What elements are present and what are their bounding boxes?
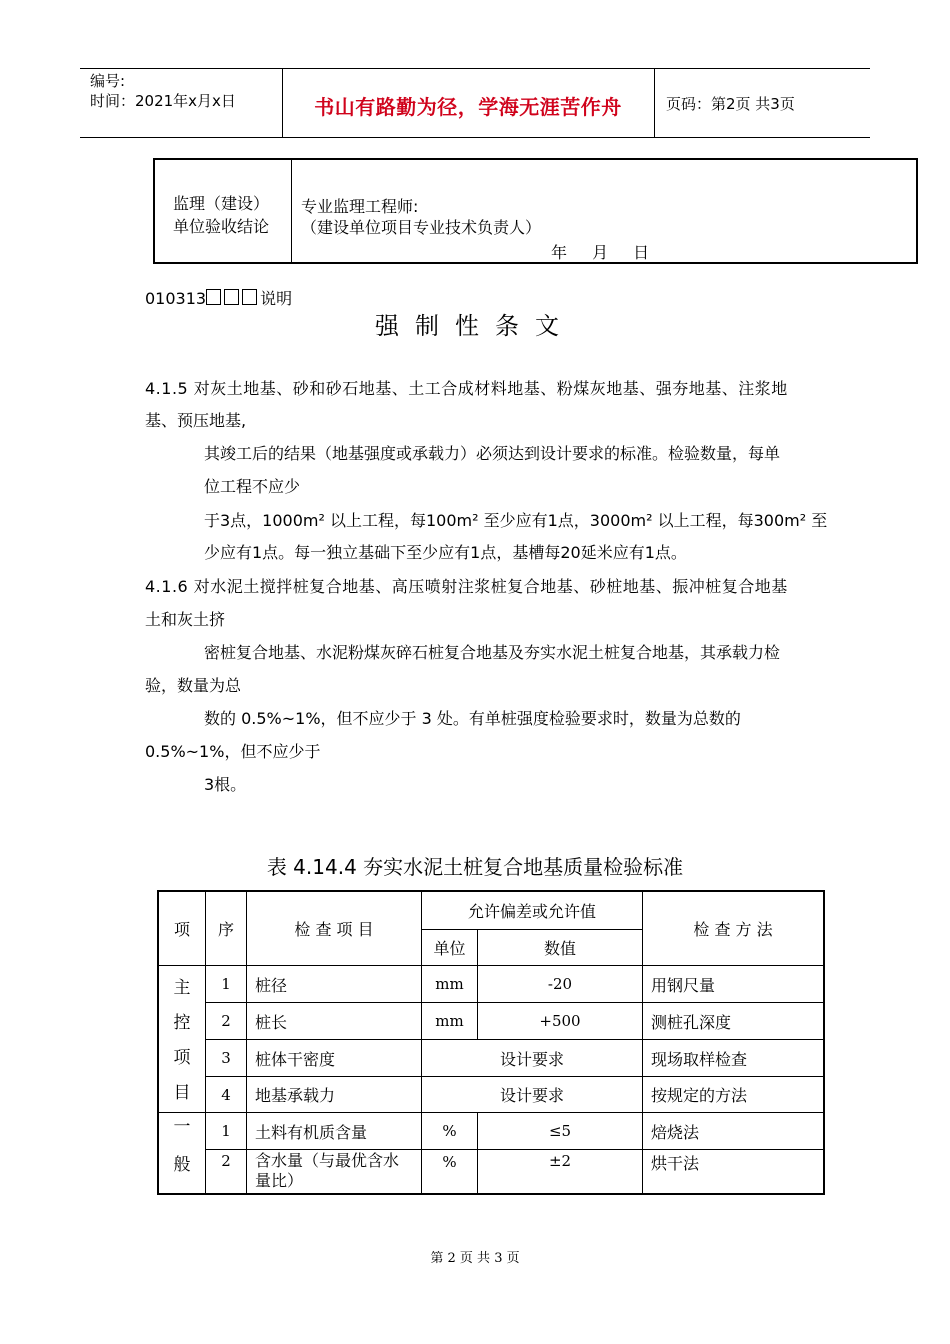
row-method: 按规定的方法 xyxy=(651,1086,748,1105)
header-motto: 书山有路勤为径，学海无涯苦作舟 xyxy=(314,95,622,119)
group-char: 控 xyxy=(173,1013,191,1033)
responsible-label: （建设单位项目专业技术负责人） xyxy=(301,218,542,237)
row-item: 桩长 xyxy=(255,1012,288,1032)
row-method: 用钢尺量 xyxy=(651,975,716,995)
row-unit: % xyxy=(442,1122,457,1140)
clause-4-1-5-line: 少应有1点。每一独立基础下至少应有1点，基槽每20延米应有1点。 xyxy=(204,543,687,562)
header-allowance: 允许偏差或允许值 xyxy=(467,902,596,921)
clause-4-1-5-line: 其竣工后的结果（地基强度或承载力）必须达到设计要求的标准。检验数量，每单 xyxy=(204,444,781,463)
clause-4-1-5-line: 位工程不应少 xyxy=(204,477,301,496)
header-divider xyxy=(654,69,655,137)
row-seq: 1 xyxy=(221,975,231,993)
header-seq: 序 xyxy=(217,920,234,939)
supervision-acceptance-box xyxy=(153,158,918,264)
clause-4-1-5-line: 4.1.5 对灰土地基、砂和砂石地基、土工合成材料地基、粉煤灰地基、强夯地基、注浆地 xyxy=(145,379,788,398)
supervision-label-line: 单位验收结论 xyxy=(173,217,270,236)
clause-4-1-5-line: 基、预压地基, xyxy=(145,411,247,430)
row-item-line: 含水量（与最优含水 xyxy=(255,1151,400,1170)
clause-4-1-6-line: 0.5%~1%，但不应少于 xyxy=(145,742,321,761)
group-char: 一 xyxy=(173,1117,191,1137)
checkbox-placeholder xyxy=(242,289,257,305)
group-char: 般 xyxy=(173,1155,191,1175)
row-value: ≤5 xyxy=(548,1122,572,1140)
row-merged-value: 设计要求 xyxy=(499,1086,564,1105)
row-method: 现场取样检查 xyxy=(651,1049,748,1069)
group-char: 项 xyxy=(173,1048,191,1068)
row-item: 桩径 xyxy=(255,975,288,995)
clause-4-1-6-line: 验，数量为总 xyxy=(145,676,242,695)
checkbox-placeholder xyxy=(224,289,239,305)
row-seq: 1 xyxy=(221,1122,231,1140)
table-caption: 表 4.14.4 夯实水泥土桩复合地基质量检验标准 xyxy=(266,855,684,879)
row-seq: 4 xyxy=(221,1085,231,1104)
row-unit: mm xyxy=(435,975,464,993)
header-method: 检 查 方 法 xyxy=(693,920,773,939)
supervision-label-line: 监理（建设） xyxy=(173,194,270,213)
group-main-control xyxy=(162,973,202,1113)
row-seq: 2 xyxy=(221,1152,231,1170)
row-value: -20 xyxy=(547,975,573,993)
header-unit: 单位 xyxy=(433,939,466,958)
group-char: 目 xyxy=(173,1083,191,1103)
clause-4-1-6-line: 4.1.6 对水泥土搅拌桩复合地基、高压喷射注浆桩复合地基、砂桩地基、振冲桩复合地基 xyxy=(145,577,788,596)
checkbox-placeholder xyxy=(206,289,221,305)
doc-code-suffix: 说明 xyxy=(260,289,293,308)
row-unit: % xyxy=(442,1153,457,1171)
page-title: 强制性条文 xyxy=(375,312,575,340)
clause-4-1-6-line: 3根。 xyxy=(204,775,247,794)
doc-time-label: 时间：2021年x月x日 xyxy=(90,92,236,110)
clause-4-1-6-line: 土和灰土挤 xyxy=(145,610,226,629)
row-value: ±2 xyxy=(548,1152,572,1170)
group-char: 主 xyxy=(173,978,191,998)
clause-4-1-5-line: 于3点，1000m² 以上工程，每100m² 至少应有1点，3000m² 以上工程，每300m² 至 xyxy=(204,511,828,530)
row-unit: mm xyxy=(435,1012,464,1030)
row-seq: 2 xyxy=(221,1012,231,1030)
header-meta xyxy=(90,71,236,111)
row-item-line: 量比） xyxy=(255,1171,304,1190)
doc-code: 010313 xyxy=(145,289,207,308)
group-general xyxy=(162,1112,202,1185)
engineer-label: 专业监理工程师: xyxy=(301,197,419,216)
clause-4-1-6-line: 数的 0.5%~1%，但不应少于 3 处。有单桩强度检验要求时，数量为总数的 xyxy=(204,709,741,728)
page-footer: 第 2 页 共 3 页 xyxy=(430,1251,520,1266)
row-item: 地基承载力 xyxy=(255,1086,336,1105)
header-check-item: 检 查 项 目 xyxy=(294,920,374,939)
header-value: 数值 xyxy=(543,939,576,958)
row-item xyxy=(255,1151,425,1191)
date-label: 年 月 日 xyxy=(551,243,660,262)
supervision-label xyxy=(173,192,269,238)
header-page-info: 页码：第2页 共3页 xyxy=(666,95,795,113)
page-header xyxy=(80,68,870,138)
row-item: 土料有机质含量 xyxy=(255,1122,368,1142)
row-value: +500 xyxy=(539,1012,581,1030)
row-method: 测桩孔深度 xyxy=(651,1012,732,1032)
header-item: 项 xyxy=(173,920,190,939)
doc-number-label: 编号: xyxy=(90,72,126,90)
row-method: 焙烧法 xyxy=(651,1122,700,1142)
row-method: 烘干法 xyxy=(651,1153,700,1173)
quality-inspection-table xyxy=(157,890,825,1195)
supervision-content xyxy=(301,196,541,238)
row-merged-value: 设计要求 xyxy=(499,1049,564,1069)
clause-4-1-6-line: 密桩复合地基、水泥粉煤灰碎石桩复合地基及夯实水泥土桩复合地基，其承载力检 xyxy=(204,643,781,662)
row-seq: 3 xyxy=(221,1049,231,1067)
supervision-divider xyxy=(291,160,292,262)
row-item: 桩体干密度 xyxy=(255,1049,336,1069)
